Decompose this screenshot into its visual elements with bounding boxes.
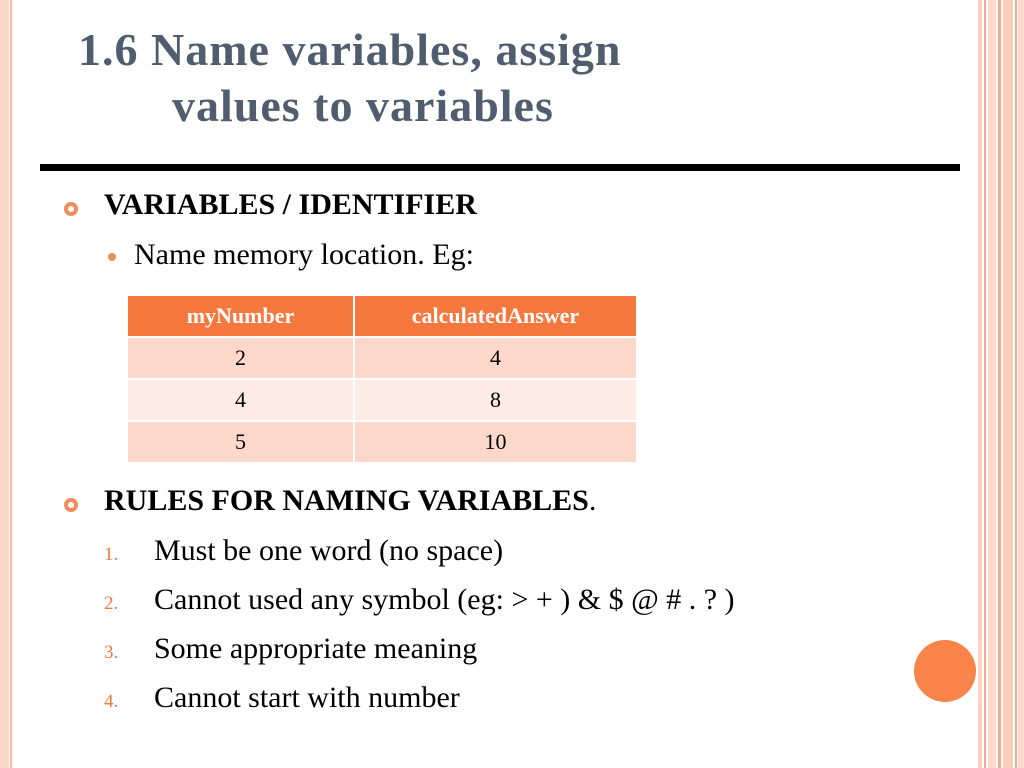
- list-item: Must be one word (no space): [154, 534, 504, 567]
- right-frame-stripe: [998, 0, 1001, 768]
- rules-heading-text: RULES FOR NAMING VARIABLES: [104, 484, 589, 517]
- bullet-circle-icon: [64, 202, 78, 216]
- variables-table: [128, 296, 636, 462]
- rules-heading-period: .: [588, 484, 597, 517]
- list-number: 4.: [104, 691, 119, 712]
- table-header-cell: calculatedAnswer: [354, 296, 636, 337]
- right-frame-stripe: [978, 0, 982, 768]
- table-cell: 5: [128, 421, 354, 462]
- list-number: 2.: [104, 593, 119, 614]
- table-row: [128, 421, 636, 462]
- list-number: 1.: [104, 544, 119, 565]
- table-row: [128, 379, 636, 421]
- table-row: [128, 337, 636, 379]
- table-cell: 4: [128, 379, 354, 421]
- sub-bullet-text: Name memory location. Eg:: [134, 238, 474, 271]
- table-cell: 2: [128, 337, 354, 379]
- title-divider: [40, 164, 960, 171]
- right-frame-stripe: [1003, 0, 1013, 768]
- slide-title: [78, 22, 938, 134]
- table-header-row: [128, 296, 636, 337]
- section-heading-variables: VARIABLES / IDENTIFIER: [104, 188, 477, 221]
- right-frame-stripe: [1018, 0, 1024, 768]
- right-frame-stripe: [1015, 0, 1017, 768]
- table-cell: 8: [354, 379, 636, 421]
- section-heading-rules: [104, 484, 596, 518]
- decorative-circle: [914, 640, 976, 702]
- left-frame-band: [0, 0, 9, 768]
- slide-title-line2: values to variables: [172, 80, 554, 131]
- list-item: Some appropriate meaning: [154, 632, 478, 665]
- left-frame-line: [10, 0, 12, 768]
- table-header-cell: myNumber: [128, 296, 354, 337]
- table-cell: 4: [354, 337, 636, 379]
- list-item: Cannot used any symbol (eg: > + ) & $ @ # . ? ): [154, 583, 735, 616]
- sub-bullet-dot-icon: [108, 253, 116, 261]
- list-number: 3.: [104, 642, 119, 663]
- table-cell: 10: [354, 421, 636, 462]
- bullet-circle-icon: [64, 498, 78, 512]
- right-frame-stripe: [988, 0, 996, 768]
- slide-title-line1: 1.6 Name variables, assign: [78, 24, 622, 75]
- right-frame-stripe: [984, 0, 986, 768]
- list-item: Cannot start with number: [154, 681, 460, 714]
